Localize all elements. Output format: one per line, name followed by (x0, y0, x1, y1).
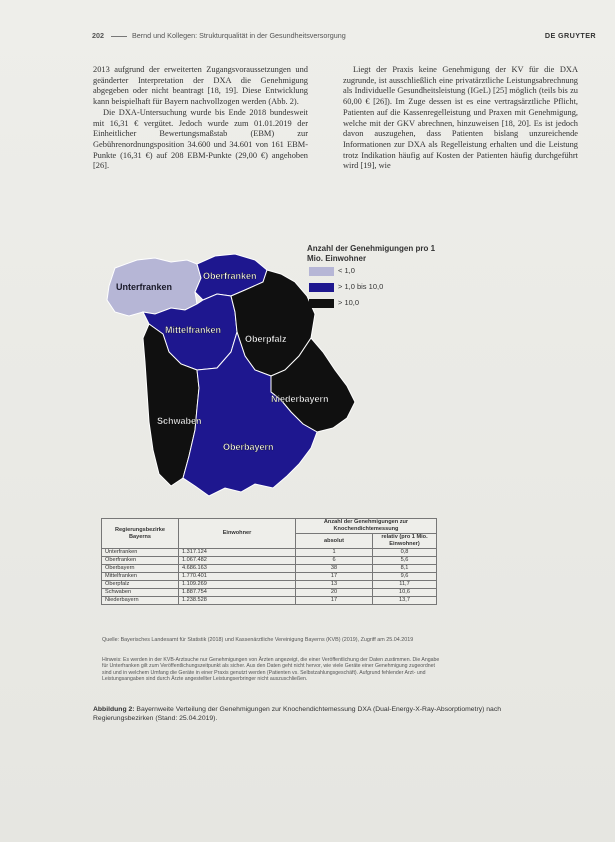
table-row (102, 565, 437, 573)
legend-label-mid: > 1,0 bis 10,0 (338, 282, 384, 291)
map-legend (307, 244, 447, 307)
cell-region: Mittelfranken (102, 573, 179, 581)
cell-absolute: 38 (296, 565, 373, 573)
th-region: Regierungsbezirke Bayerns (102, 519, 179, 549)
label-mittelfranken: Mittelfranken (165, 325, 222, 335)
th-absolute: absolut (296, 534, 373, 549)
table-note: Hinweis: Es werden in der KVB-Arztsuche nur Genehmigungen von Ärzten angezeigt, die einer Veröffentlichung der Daten zustimmen. Die Angabe für Unterfranken gilt zum Veröffentlichungszeitpunkt als sicher. Aus den Daten geht nicht hervor, wie viele Geräte einer Genehmigung zugeordnet sind und in welchem Umfang die Geräte in einer Praxis genutzt werden (Patienten vs. Selbstzahlungsgeschäft). Aufgrund fehlender Arzt- und Leistungsangaben sind durch Ärzte angestellter Leistungserbringer nicht auszuschließen. (102, 657, 440, 683)
legend-title: Anzahl der Genehmigungen pro 1 Mio. Einwohner (307, 244, 436, 263)
label-oberbayern: Oberbayern (223, 442, 274, 452)
header-rule (111, 36, 127, 37)
th-approvals-group: Anzahl der Genehmigungen zur Knochendichtemessung (296, 519, 437, 534)
figure-caption (93, 705, 563, 724)
left-paragraph-2: Die DXA-Untersuchung wurde bis Ende 2018 bundesweit mit 16,31 € vergütet. Jedoch wurde zum 01.01.2019 der Einheitlicher Bewertungsmaßstab (EBM) zur Gebührenordnungsposition 34.600 und 34.601 von 161 EBM-Punkte (16,31 €) auf 208 EBM-Punkte (29,00 €) angehoben [26]. (93, 107, 308, 171)
legend-item-high (309, 298, 359, 310)
legend-item-low (309, 266, 355, 278)
table-source: Quelle: Bayerisches Landesamt für Statistik (2018) und Kassenärztliche Vereinigung Bayerns (KVB) (2019), Zugriff am 25.04.2019 (102, 637, 414, 643)
running-title: Bernd und Kollegen: Strukturqualität in der Gesundheitsversorgung (132, 31, 346, 40)
legend-swatch-low (309, 267, 334, 276)
right-paragraph-1: Liegt der Praxis keine Genehmigung der KV für die DXA zugrunde, ist ausschließlich eine privatärztliche Leistungsabrechnung als Individuelle Gesundheitsleistung (IGeL) [25] möglich (teils bis zu 60,00 € [26]). Im Zuge dessen ist es eine vertragsärztliche Pflicht, Patienten auf die Kassenregelleistung und Praxen mit Genehmigung, welche mit der GKV abrechnen, hinzuweisen [18, 20]. Es ist jedoch davon auszugehen, dass Patienten bislang unzureichende Informationen zur DXA als Regelleistung erhalten und die Leistung trotz Indikation häufig auf Kosten der Patienten häufig durchgeführt wird [19], wie (343, 65, 578, 171)
cell-relative: 9,6 (373, 573, 437, 581)
cell-absolute: 17 (296, 573, 373, 581)
caption-text: Bayernweite Verteilung der Genehmigungen zur Knochendichtemessung DXA (Dual-Energy-X-Ray-Absorptiometry) nach Regierungsbezirken (Stand: 25.04.2019). (93, 706, 501, 723)
cell-population: 1.887.754 (179, 589, 296, 597)
label-oberpfalz: Oberpfalz (245, 334, 287, 344)
cell-relative: 11,7 (373, 581, 437, 589)
cell-population: 1.317.124 (179, 549, 296, 557)
table-row (102, 573, 437, 581)
legend-label-high: > 10,0 (338, 298, 360, 307)
cell-relative: 8,1 (373, 565, 437, 573)
cell-absolute: 17 (296, 597, 373, 605)
legend-swatch-high (309, 299, 334, 308)
page-number: 202 (92, 31, 104, 40)
cell-region: Oberbayern (102, 565, 179, 573)
table-row (102, 589, 437, 597)
cell-absolute: 6 (296, 557, 373, 565)
caption-label: Abbildung 2: (93, 706, 135, 713)
legend-label-low: < 1,0 (338, 266, 355, 275)
right-text-column (343, 65, 578, 172)
cell-population: 1.067.482 (179, 557, 296, 565)
table-row (102, 597, 437, 605)
cell-relative: 13,7 (373, 597, 437, 605)
cell-absolute: 13 (296, 581, 373, 589)
approvals-table (101, 518, 437, 605)
cell-relative: 5,6 (373, 557, 437, 565)
table-header-row (102, 519, 437, 534)
table-row (102, 549, 437, 557)
cell-region: Schwaben (102, 589, 179, 597)
cell-population: 4.686.163 (179, 565, 296, 573)
cell-absolute: 1 (296, 549, 373, 557)
cell-relative: 10,6 (373, 589, 437, 597)
left-paragraph-1: 2013 aufgrund der erweiterten Zugangsvoraussetzungen und geänderter Interpretation der DXA die Genehmigung abgegeben oder nicht beantragt [18, 19]. Diese Entwicklung kann beispielhaft für Bayern nachvollzogen werden (Abb. 2). (93, 65, 308, 107)
label-unterfranken: Unterfranken (116, 282, 173, 292)
th-population: Einwohner (179, 519, 296, 549)
cell-population: 1.109.269 (179, 581, 296, 589)
th-relative: relativ (pro 1 Mio. Einwohner) (373, 534, 437, 549)
label-niederbayern: Niederbayern (271, 394, 329, 404)
table-row (102, 581, 437, 589)
table-body (102, 549, 437, 605)
running-header (92, 31, 604, 43)
legend-item-mid (309, 282, 383, 294)
cell-region: Oberpfalz (102, 581, 179, 589)
legend-swatch-mid (309, 283, 334, 292)
cell-region: Oberfranken (102, 557, 179, 565)
cell-population: 1.238.528 (179, 597, 296, 605)
label-oberfranken: Oberfranken (203, 271, 257, 281)
cell-absolute: 20 (296, 589, 373, 597)
table-row (102, 557, 437, 565)
cell-region: Unterfranken (102, 549, 179, 557)
cell-population: 1.770.401 (179, 573, 296, 581)
cell-region: Niederbayern (102, 597, 179, 605)
left-text-column (93, 65, 308, 172)
label-schwaben: Schwaben (157, 416, 202, 426)
cell-relative: 0,8 (373, 549, 437, 557)
publisher-logo: DE GRUYTER (544, 31, 596, 40)
